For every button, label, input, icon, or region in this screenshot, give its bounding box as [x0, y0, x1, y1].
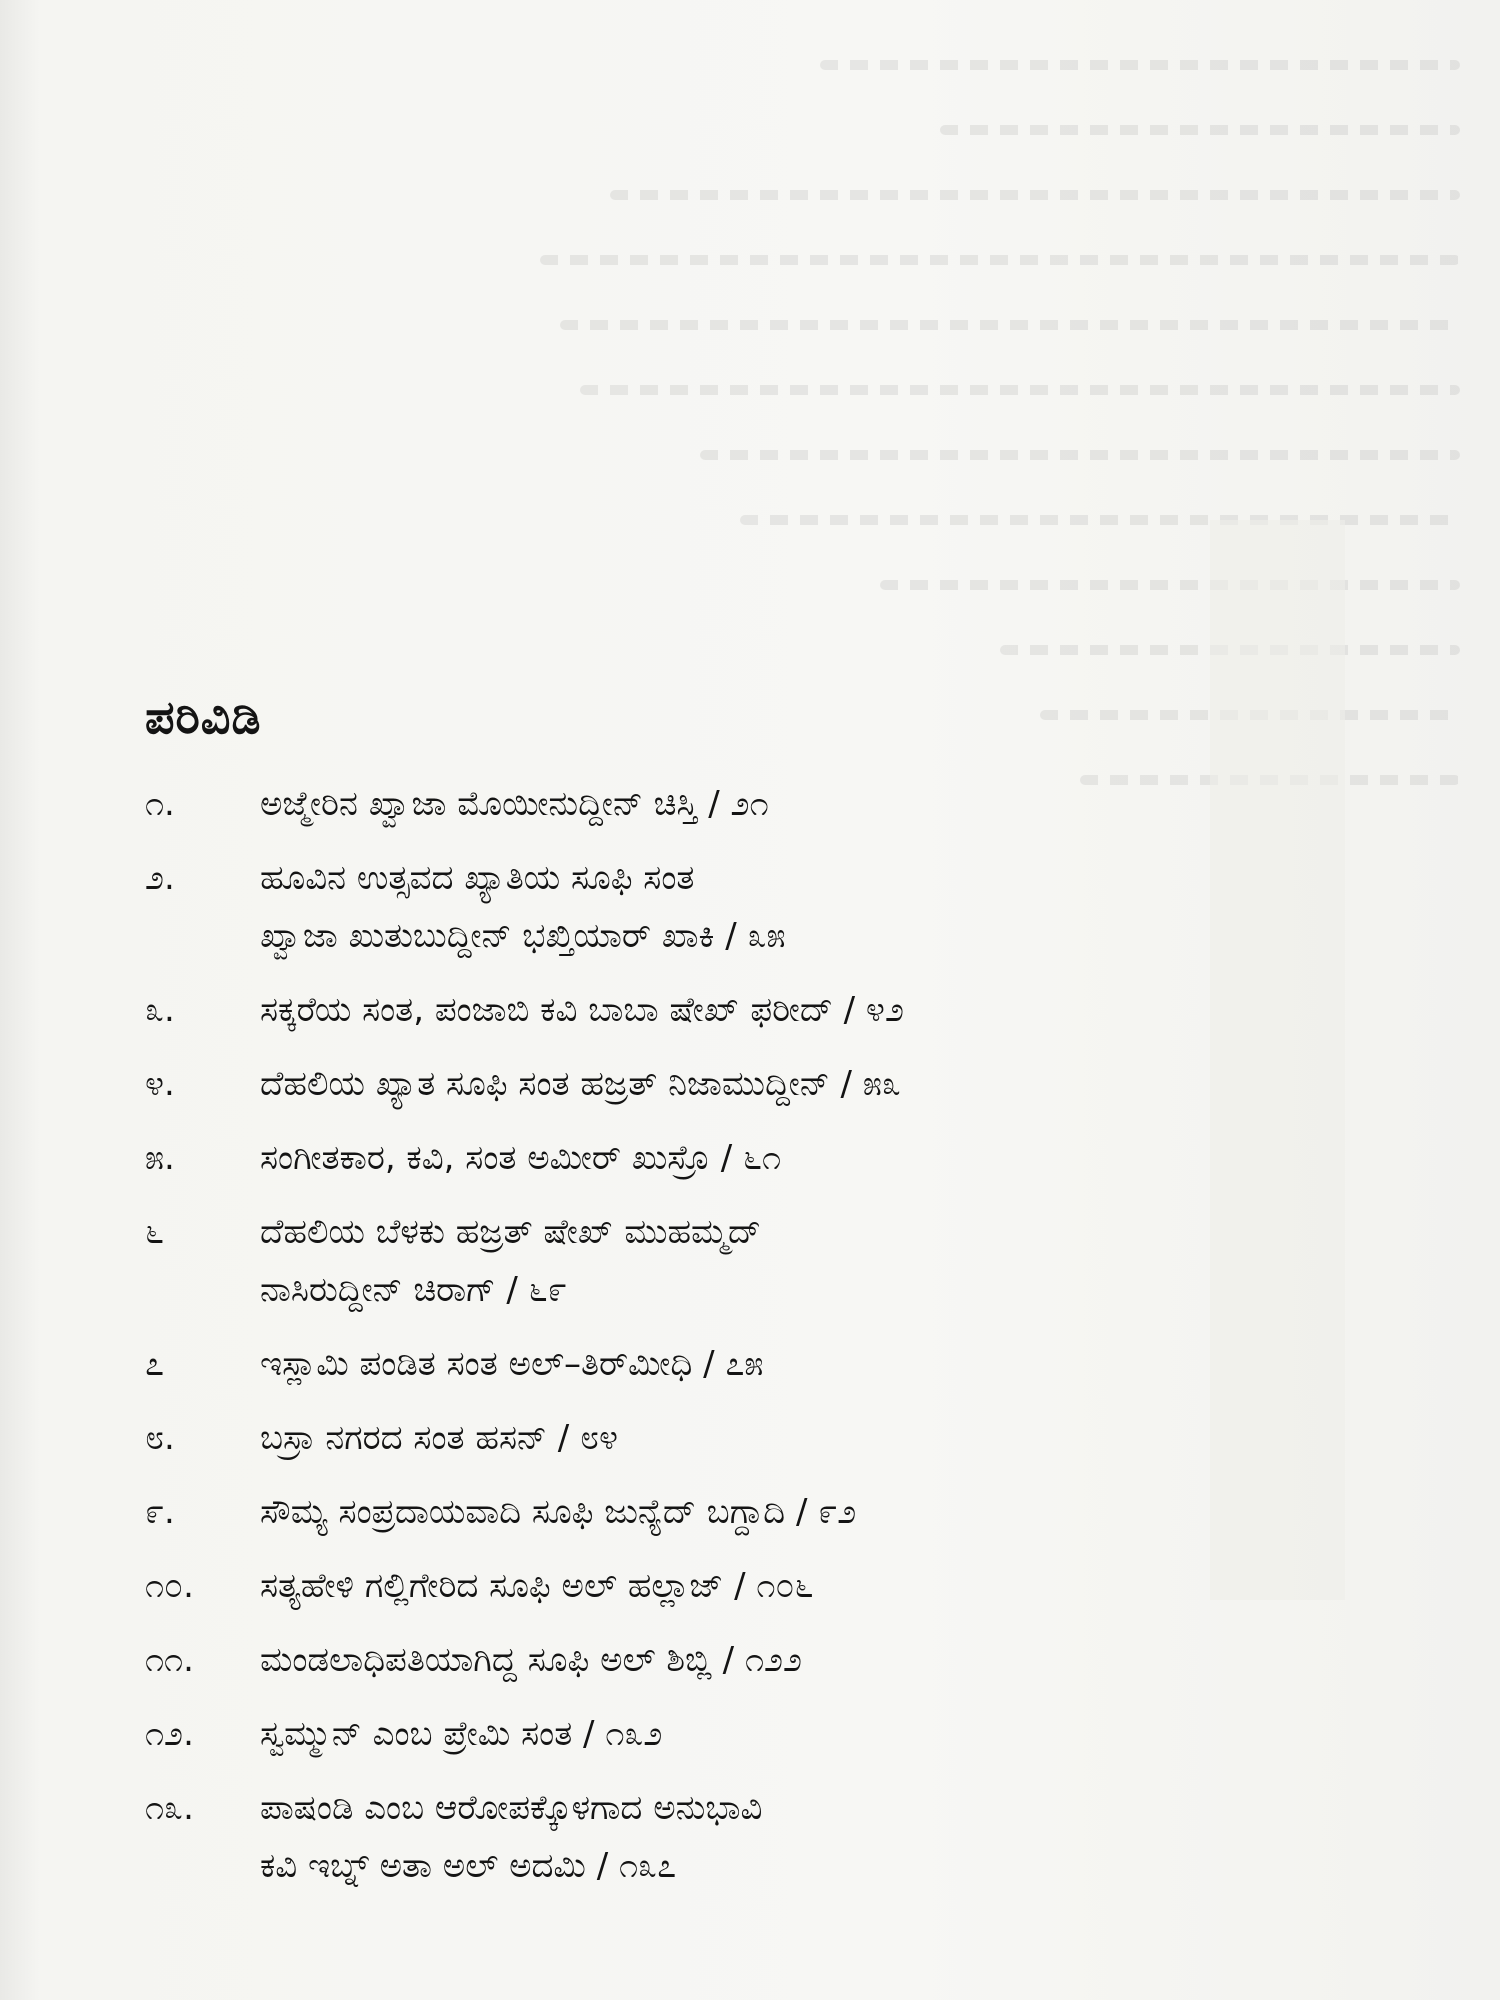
entry-title-line: ದೆಹಲಿಯ ಬೆಳಕು ಹಜ್ರತ್ ಷೇಖ್ ಮುಹಮ್ಮದ್	[260, 1212, 761, 1252]
contents-heading: ಪರಿವಿಡಿ	[145, 690, 262, 744]
toc-entry	[145, 1203, 1345, 1319]
toc-entry	[145, 775, 1345, 833]
entry-number: ೧.	[145, 784, 175, 824]
table-of-contents	[145, 775, 1345, 1911]
entry-number: ೫.	[145, 1138, 175, 1178]
entry-number: ೬	[145, 1212, 165, 1252]
entry-title-line: ಸಕ್ಕರೆಯ ಸಂತ, ಪಂಜಾಬಿ ಕವಿ ಬಾಬಾ ಷೇಖ್ ಫರೀದ್ / ೪೨	[260, 990, 904, 1030]
entry-number: ೧೩.	[145, 1788, 194, 1828]
entry-number: ೩.	[145, 990, 175, 1030]
entry-title	[260, 1409, 1345, 1467]
entry-title	[260, 1335, 1345, 1393]
entry-title	[260, 849, 1345, 965]
entry-title	[260, 1705, 1345, 1763]
entry-number: ೧೨.	[145, 1714, 194, 1754]
toc-entry	[145, 1779, 1345, 1895]
entry-title-line: ಸತ್ಯಹೇಳಿ ಗಲ್ಲಿಗೇರಿದ ಸೂಫಿ ಅಲ್ ಹಲ್ಲಾಜ್ / ೧೦೬	[260, 1566, 814, 1606]
entry-title	[260, 1483, 1345, 1541]
toc-entry	[145, 981, 1345, 1039]
entry-title-line: ಪಾಷಂಡಿ ಎಂಬ ಆರೋಪಕ್ಕೊಳಗಾದ ಅನುಭಾವಿ	[260, 1788, 763, 1828]
entry-number: ೪.	[145, 1064, 175, 1104]
entry-number: ೯.	[145, 1492, 175, 1532]
entry-title	[260, 1203, 1345, 1319]
entry-title-line: ಸ್ವಮ್ಮುನ್ ಎಂಬ ಪ್ರೇಮಿ ಸಂತ / ೧೩೨	[260, 1714, 663, 1754]
entry-title	[260, 775, 1345, 833]
entry-title	[260, 1055, 1345, 1113]
entry-title	[260, 1129, 1345, 1187]
entry-number: ೨.	[145, 858, 175, 898]
toc-entry	[145, 1483, 1345, 1541]
entry-title	[260, 981, 1345, 1039]
toc-entry	[145, 1705, 1345, 1763]
entry-title-line: ದೆಹಲಿಯ ಖ್ಯಾತ ಸೂಫಿ ಸಂತ ಹಜ್ರತ್ ನಿಜಾಮುದ್ದೀನ್ / ೫೩	[260, 1064, 901, 1104]
entry-number: ೮.	[145, 1418, 175, 1458]
toc-entry	[145, 1557, 1345, 1615]
entry-number: ೧೦.	[145, 1566, 194, 1606]
entry-title	[260, 1779, 1345, 1895]
toc-entry	[145, 1055, 1345, 1113]
entry-title-line: ಇಸ್ಲಾಮಿ ಪಂಡಿತ ಸಂತ ಅಲ್–ತಿರ್‌ಮೀಧಿ / ೭೫	[260, 1344, 764, 1384]
entry-title-line: ಕವಿ ಇಬ್ನ್ ಅತಾ ಅಲ್ ಅದಮಿ / ೧೩೭	[260, 1846, 677, 1886]
entry-title-line: ನಾಸಿರುದ್ದೀನ್ ಚಿರಾಗ್ / ೬೯	[260, 1270, 567, 1310]
toc-entry	[145, 1129, 1345, 1187]
entry-title-line: ಹೂವಿನ ಉತ್ಸವದ ಖ್ಯಾತಿಯ ಸೂಫಿ ಸಂತ	[260, 858, 695, 898]
entry-title-line: ಸಂಗೀತಕಾರ, ಕವಿ, ಸಂತ ಅಮೀರ್ ಖುಸ್ರೊ / ೬೧	[260, 1138, 782, 1178]
entry-title	[260, 1557, 1345, 1615]
entry-title	[260, 1631, 1345, 1689]
entry-title-line: ಸೌಮ್ಯ ಸಂಪ್ರದಾಯವಾದಿ ಸೂಫಿ ಜುನ್ಯೆದ್ ಬಗ್ದಾದಿ / ೯೨	[260, 1492, 857, 1532]
toc-entry	[145, 1335, 1345, 1393]
entry-title-line: ಮಂಡಲಾಧಿಪತಿಯಾಗಿದ್ದ ಸೂಫಿ ಅಲ್ ಶಿಬ್ಲಿ / ೧೨೨	[260, 1640, 803, 1680]
entry-title-line: ಅಜ್ಮೇರಿನ ಖ್ವಾಜಾ ಮೊಯೀನುದ್ದೀನ್ ಚಿಸ್ತಿ / ೨೧	[260, 784, 769, 824]
toc-entry	[145, 1631, 1345, 1689]
entry-number: ೧೧.	[145, 1640, 194, 1680]
toc-entry	[145, 849, 1345, 965]
entry-number: ೭	[145, 1344, 165, 1384]
entry-title-line: ಖ್ವಾಜಾ ಖುತುಬುದ್ದೀನ್ ಭಖ್ತಿಯಾರ್ ಖಾಕಿ / ೩೫	[260, 916, 786, 956]
toc-entry	[145, 1409, 1345, 1467]
entry-title-line: ಬಸ್ರಾ ನಗರದ ಸಂತ ಹಸನ್ / ೮೪	[260, 1418, 619, 1458]
